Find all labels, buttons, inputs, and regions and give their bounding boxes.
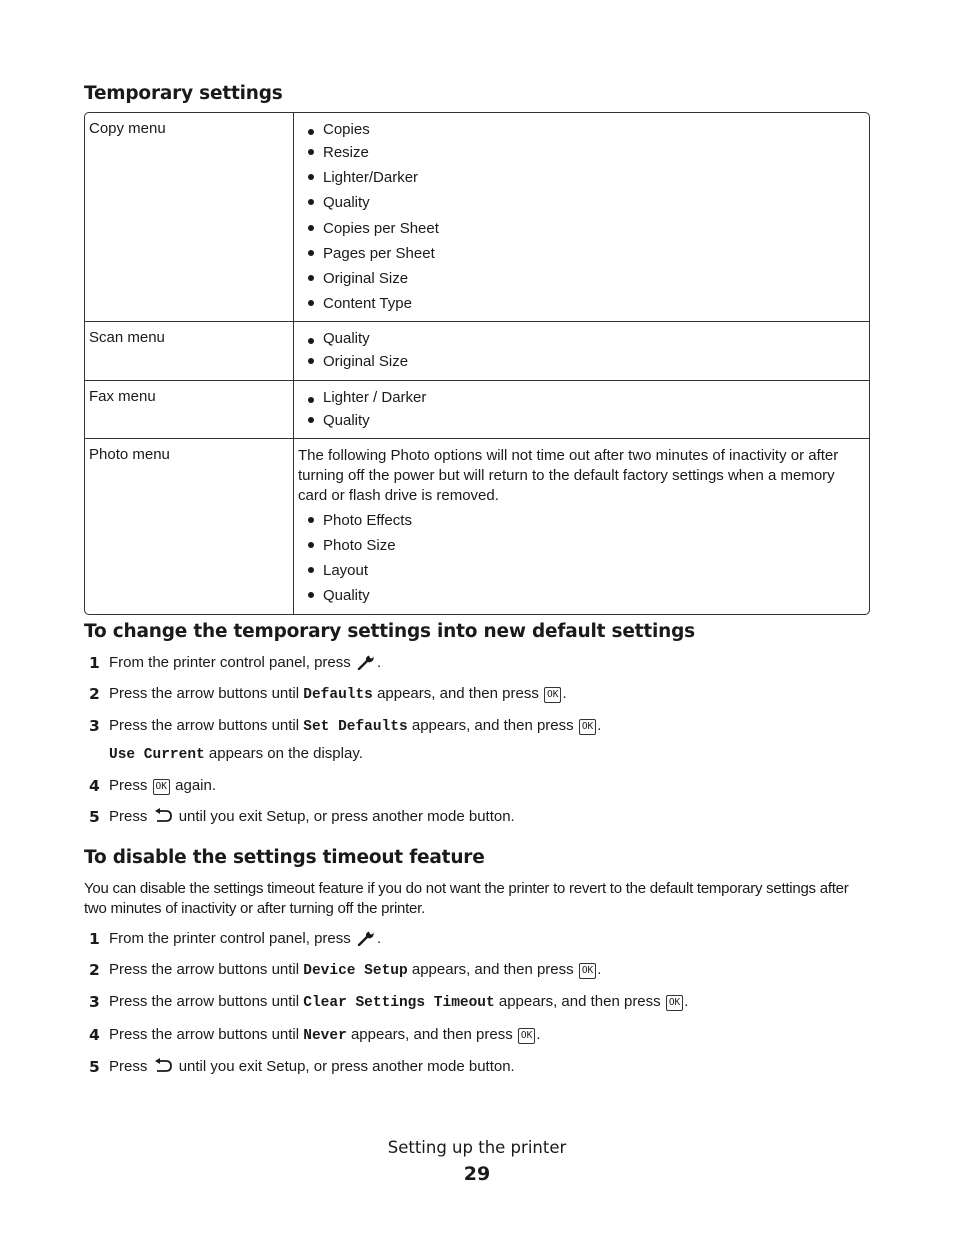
step-item: 4 Press the arrow buttons until Never appears, and then press OK . (89, 1026, 541, 1044)
list-item: Lighter / Darker (298, 388, 865, 408)
photo-menu-note: The following Photo options will not time out after two minutes of inactivity or after turning off the power but will return to the default factory settings when a memory card or flash drive is removed. (298, 446, 839, 504)
ok-button-icon: OK (666, 995, 683, 1011)
list-item: Copies per Sheet (298, 216, 865, 241)
step-item: 5 Press until you exit Setup, or press another mode button. (89, 808, 515, 826)
temporary-settings-table (84, 112, 870, 615)
menu-code: Set Defaults (303, 719, 408, 735)
list-item: Quality (298, 329, 865, 349)
table-row (85, 380, 869, 438)
footer-title: Setting up the printer (387, 1138, 567, 1157)
list-item: Content Type (298, 291, 865, 316)
page-footer (0, 1138, 954, 1185)
step-item: 4 Press OK again. (89, 777, 217, 795)
ok-button-icon: OK (579, 719, 596, 735)
menu-code: Never (303, 1028, 347, 1044)
ok-button-icon: OK (544, 687, 561, 703)
step-item: 1 From the printer control panel, press . (89, 930, 382, 948)
back-arrow-icon (154, 808, 173, 828)
row-items-scan-menu (294, 321, 869, 379)
row-label-scan-menu: Scan menu (85, 321, 294, 379)
row-label-fax-menu: Fax menu (85, 380, 294, 438)
list-item: Layout (298, 558, 865, 583)
step-item: 2 Press the arrow buttons until Defaults appears, and then press OK . (89, 685, 567, 703)
ok-button-icon: OK (579, 963, 596, 979)
list-item: Resize (298, 140, 865, 165)
step-item: 5 Press until you exit Setup, or press another mode button. (89, 1058, 515, 1076)
step-item: 3 Press the arrow buttons until Clear Settings Timeout appears, and then press OK . (89, 993, 689, 1011)
step-item: 3 Press the arrow buttons until Set Defaults appears, and then press OK . Use Current appears on the display. (84, 717, 870, 777)
list-item: Photo Size (298, 533, 865, 558)
table-row (85, 321, 869, 379)
table-row (85, 113, 869, 321)
list-item: Quality (298, 408, 865, 433)
section-disable-timeout (84, 847, 870, 1088)
list-item: Original Size (298, 349, 865, 374)
section-change-defaults (84, 621, 870, 838)
back-arrow-icon (154, 1058, 173, 1078)
heading-disable-timeout: To disable the settings timeout feature (84, 847, 485, 868)
list-item: Quality (298, 190, 865, 215)
step-subnote: Use Current appears on the display. (109, 745, 363, 763)
row-items-copy-menu (294, 113, 869, 321)
list-item: Original Size (298, 266, 865, 291)
wrench-icon (357, 654, 375, 674)
menu-code: Device Setup (303, 963, 408, 979)
list-item: Copies (298, 120, 865, 140)
ok-button-icon: OK (153, 779, 170, 795)
step-item: 2 Press the arrow buttons until Device Setup appears, and then press OK . (89, 961, 602, 979)
heading-change-defaults: To change the temporary settings into new default settings (84, 621, 695, 642)
list-item: Photo Effects (298, 508, 865, 533)
row-label-copy-menu: Copy menu (85, 113, 294, 321)
list-item: Pages per Sheet (298, 241, 865, 266)
row-items-fax-menu (294, 380, 869, 438)
row-label-photo-menu: Photo menu (85, 438, 294, 614)
step-item: 1 From the printer control panel, press . (89, 654, 382, 672)
list-item: Quality (298, 583, 865, 608)
list-item: Lighter/Darker (298, 165, 865, 190)
page-number: 29 (463, 1163, 491, 1185)
heading-temporary-settings: Temporary settings (84, 83, 283, 104)
menu-code: Defaults (303, 687, 373, 703)
wrench-icon (357, 930, 375, 950)
menu-code: Clear Settings Timeout (303, 995, 495, 1011)
table-row (85, 438, 869, 614)
menu-code: Use Current (109, 747, 205, 763)
ok-button-icon: OK (518, 1028, 535, 1044)
row-items-photo-menu (294, 438, 869, 614)
disable-intro-paragraph: You can disable the settings timeout feature if you do not want the printer to revert to the default temporary settings after two minutes of inactivity or after turning off the printer. (84, 880, 849, 917)
